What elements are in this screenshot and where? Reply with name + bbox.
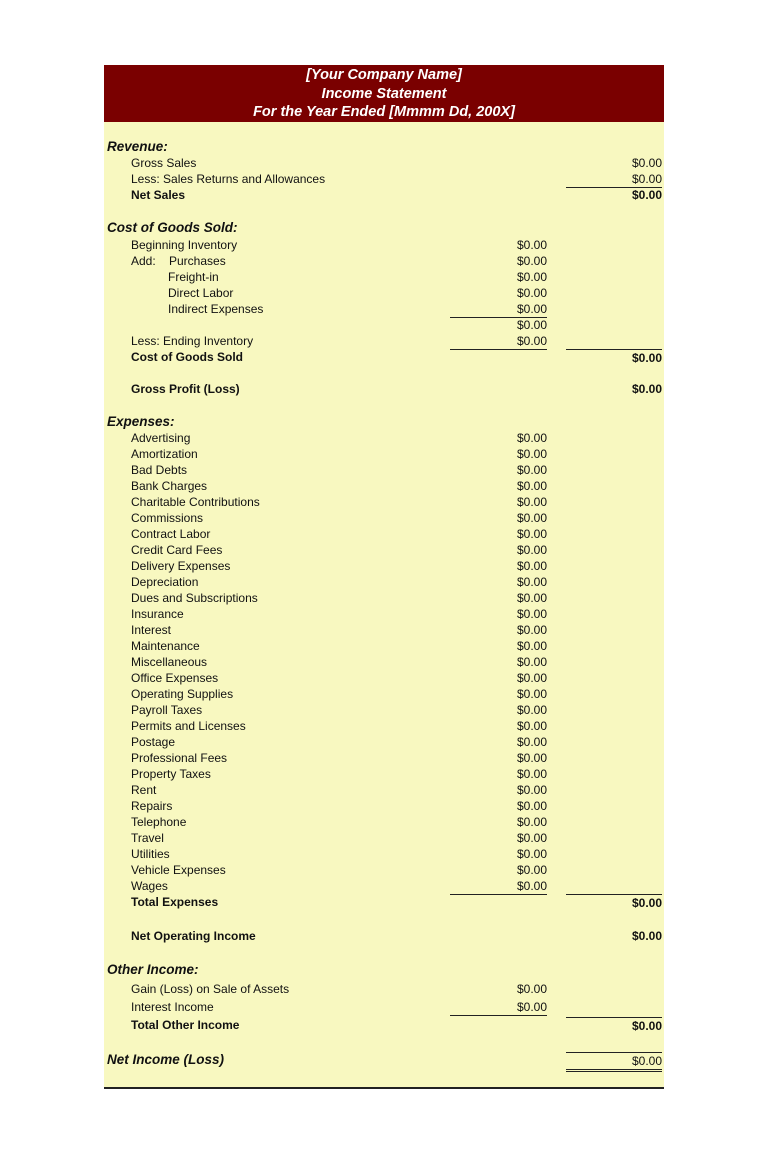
row-value: $0.00 (516, 982, 547, 996)
section-heading: Revenue: (107, 139, 168, 154)
expense-row (104, 574, 664, 590)
row-value: $0.00 (631, 156, 662, 170)
row-value: $0.00 (516, 543, 547, 557)
row-label: Beginning Inventory (131, 238, 238, 252)
row-value: $0.00 (516, 463, 547, 477)
row-label: Gross Profit (Loss) (131, 382, 240, 396)
expense-row (104, 862, 664, 878)
row-value: $0.00 (631, 382, 662, 396)
total-other-income-row (104, 1017, 664, 1033)
row-value: $0.00 (516, 735, 547, 749)
cogs-subtotal-row (104, 317, 664, 333)
gross-profit-row (104, 381, 664, 397)
row-value: $0.00 (516, 495, 547, 509)
expense-row (104, 766, 664, 782)
direct-labor-row (104, 285, 664, 301)
row-value: $0.00 (516, 687, 547, 701)
company-name: [Your Company Name] (306, 67, 462, 83)
row-label: Utilities (131, 847, 170, 861)
row-value: $0.00 (516, 767, 547, 781)
row-label: Gain (Loss) on Sale of Assets (131, 982, 290, 996)
row-value: $0.00 (516, 591, 547, 605)
expense-row (104, 798, 664, 814)
net-operating-income-row (104, 928, 664, 944)
row-value: $0.00 (566, 1017, 662, 1034)
expense-row (104, 878, 664, 894)
section-heading: Cost of Goods Sold: (107, 220, 238, 235)
statement-header (104, 65, 664, 122)
row-value: $0.00 (516, 607, 547, 621)
net-sales-row (104, 187, 664, 203)
expense-row (104, 686, 664, 702)
row-value: $0.00 (516, 655, 547, 669)
expense-row (104, 622, 664, 638)
row-label: Advertising (131, 431, 191, 445)
row-label: Maintenance (131, 639, 200, 653)
row-label: Less: Sales Returns and Allowances (131, 172, 326, 186)
row-value: $0.00 (516, 719, 547, 733)
row-label: Freight-in (168, 270, 219, 284)
row-value: $0.00 (450, 301, 547, 318)
row-label: Net Sales (131, 188, 186, 202)
row-value: $0.00 (516, 559, 547, 573)
row-label: Postage (131, 735, 176, 749)
row-label: Delivery Expenses (131, 559, 231, 573)
add-prefix: Add: (131, 254, 156, 268)
row-label: Office Expenses (131, 671, 219, 685)
row-label: Insurance (131, 607, 184, 621)
expense-row (104, 670, 664, 686)
row-label: Credit Card Fees (131, 543, 223, 557)
row-label: Contract Labor (131, 527, 211, 541)
expense-row (104, 734, 664, 750)
row-value: $0.00 (516, 639, 547, 653)
row-value: $0.00 (516, 479, 547, 493)
expense-row (104, 702, 664, 718)
row-value: $0.00 (516, 863, 547, 877)
row-label: Property Taxes (131, 767, 211, 781)
income-statement-sheet (104, 65, 664, 1089)
row-value: $0.00 (516, 783, 547, 797)
section-heading: Other Income: (107, 962, 199, 977)
row-label: Direct Labor (168, 286, 234, 300)
row-value: $0.00 (631, 188, 662, 202)
expense-row (104, 526, 664, 542)
returns-row (104, 171, 664, 187)
expense-row (104, 654, 664, 670)
row-label: Travel (131, 831, 164, 845)
row-value: $0.00 (516, 575, 547, 589)
row-value: $0.00 (566, 894, 662, 911)
row-label: Rent (131, 783, 157, 797)
other-income-heading-row (104, 962, 664, 978)
row-value: $0.00 (566, 1052, 662, 1072)
row-label: Indirect Expenses (168, 302, 264, 316)
row-value: $0.00 (450, 333, 547, 350)
expense-row (104, 638, 664, 654)
expense-row (104, 542, 664, 558)
row-label: Total Other Income (131, 1018, 240, 1032)
revenue-heading-row (104, 139, 664, 155)
row-value: $0.00 (631, 929, 662, 943)
row-label: Commissions (131, 511, 204, 525)
expenses-heading-row (104, 414, 664, 430)
row-label: Interest (131, 623, 172, 637)
row-value: $0.00 (516, 799, 547, 813)
row-value: $0.00 (516, 703, 547, 717)
row-value: $0.00 (516, 527, 547, 541)
interest-income-row (104, 999, 664, 1015)
row-label: Telephone (131, 815, 187, 829)
row-value: $0.00 (516, 286, 547, 300)
row-value: $0.00 (516, 831, 547, 845)
beginning-inventory-row (104, 237, 664, 253)
row-label: Interest Income (131, 1000, 214, 1014)
expense-row (104, 558, 664, 574)
cogs-heading-row (104, 220, 664, 236)
row-value: $0.00 (516, 751, 547, 765)
row-label: Permits and Licenses (131, 719, 246, 733)
row-label: Wages (131, 879, 168, 893)
freight-row (104, 269, 664, 285)
row-label: Depreciation (131, 575, 199, 589)
row-label: Bank Charges (131, 479, 208, 493)
expense-row (104, 446, 664, 462)
expense-row (104, 750, 664, 766)
row-label: Amortization (131, 447, 198, 461)
row-label: Repairs (131, 799, 173, 813)
row-label: Charitable Contributions (131, 495, 260, 509)
expense-row (104, 718, 664, 734)
section-heading: Expenses: (107, 414, 175, 429)
row-label: Less: Ending Inventory (131, 334, 254, 348)
row-label: Net Income (Loss) (107, 1052, 225, 1067)
expense-row (104, 494, 664, 510)
row-label: Total Expenses (131, 895, 219, 909)
row-label: Purchases (169, 254, 226, 268)
row-value: $0.00 (516, 431, 547, 445)
statement-period: For the Year Ended [Mmmm Dd, 200X] (253, 104, 515, 120)
row-label: Dues and Subscriptions (131, 591, 258, 605)
purchases-row (104, 253, 664, 269)
expense-row (104, 846, 664, 862)
expense-row (104, 782, 664, 798)
row-label: Cost of Goods Sold (131, 350, 243, 364)
row-value: $0.00 (450, 878, 547, 895)
row-value: $0.00 (516, 318, 547, 332)
expense-row (104, 830, 664, 846)
row-value: $0.00 (516, 238, 547, 252)
row-label: Operating Supplies (131, 687, 234, 701)
expense-row (104, 510, 664, 526)
row-label: Payroll Taxes (131, 703, 203, 717)
row-value: $0.00 (516, 815, 547, 829)
row-value: $0.00 (516, 847, 547, 861)
gain-on-sale-row (104, 981, 664, 997)
row-value: $0.00 (516, 671, 547, 685)
row-value: $0.00 (566, 171, 662, 188)
total-expenses-row (104, 894, 664, 910)
expense-row (104, 478, 664, 494)
row-value: $0.00 (516, 270, 547, 284)
expense-row (104, 590, 664, 606)
expense-row (104, 606, 664, 622)
row-value: $0.00 (516, 511, 547, 525)
row-label: Gross Sales (131, 156, 197, 170)
statement-title: Income Statement (321, 85, 447, 102)
row-value: $0.00 (516, 254, 547, 268)
row-value: $0.00 (516, 447, 547, 461)
row-label: Vehicle Expenses (131, 863, 226, 877)
cogs-total-row (104, 349, 664, 365)
row-label: Net Operating Income (131, 929, 256, 943)
net-income-row (104, 1052, 664, 1068)
expense-row (104, 814, 664, 830)
row-label: Professional Fees (131, 751, 228, 765)
ending-inventory-row (104, 333, 664, 349)
gross-sales-row (104, 155, 664, 171)
row-label: Bad Debts (131, 463, 188, 477)
row-value: $0.00 (566, 349, 662, 366)
indirect-expenses-row (104, 301, 664, 317)
expense-row (104, 462, 664, 478)
expense-row (104, 430, 664, 446)
row-value: $0.00 (516, 623, 547, 637)
row-label: Miscellaneous (131, 655, 208, 669)
row-value: $0.00 (450, 999, 547, 1016)
